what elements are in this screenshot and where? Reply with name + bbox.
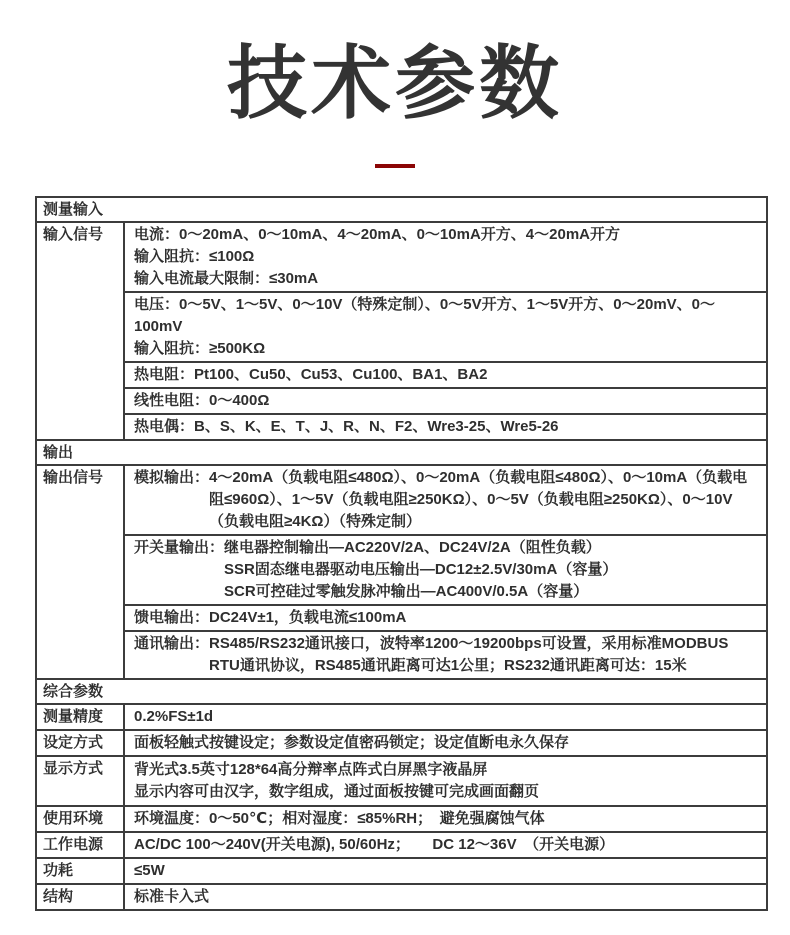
row-output-signal xyxy=(37,464,766,678)
spec-label: 模拟输出： xyxy=(134,469,210,486)
row-display-method xyxy=(37,755,766,805)
subrow-rtd xyxy=(125,361,766,387)
spec-line: SCR可控硅过零触发脉冲输出—AC400V/0.5A（容量） xyxy=(224,583,589,600)
spec-line: 继电器控制输出—AC220V/2A、DC24V/2A（阻性负载） xyxy=(224,539,601,556)
section-row-general xyxy=(37,678,766,703)
row-power-supply xyxy=(37,831,766,857)
row-structure xyxy=(37,883,766,909)
spec-line: SSR固态继电器驱动电压输出—DC12±2.5V/30mA（容量） xyxy=(224,561,618,578)
spec-line: 输入阻抗：≤100Ω xyxy=(134,248,255,265)
subrow-thermocouple xyxy=(125,413,766,439)
spec-line: 线性电阻：0～400Ω xyxy=(134,392,270,409)
spec-line: 热电阻：Pt100、Cu50、Cu53、Cu100、BA1、BA2 xyxy=(134,366,488,383)
row-label-input-signal: 输入信号 xyxy=(37,223,125,439)
input-signal-content xyxy=(125,223,766,439)
spec-label: 通讯输出： xyxy=(134,635,210,652)
spec-line: 馈电输出：DC24V±1，负载电流≤100mA xyxy=(134,609,407,626)
hang-comm xyxy=(134,633,760,677)
spec-table xyxy=(35,196,768,911)
row-label-output-signal: 输出信号 xyxy=(37,466,125,678)
section-header-measure-input: 测量输入 xyxy=(43,201,104,218)
spec-line: 输入阻抗：≥500KΩ xyxy=(134,340,266,357)
spec-line: 热电偶：B、S、K、E、T、J、R、N、F2、Wre3-25、Wre5-26 xyxy=(134,418,559,435)
row-label-power-supply: 工作电源 xyxy=(37,833,125,857)
subrow-current xyxy=(125,223,766,291)
row-label-environment: 使用环境 xyxy=(37,807,125,831)
spec-line: 输入电流最大限制：≤30mA xyxy=(134,270,319,287)
output-signal-content xyxy=(125,466,766,678)
spec-line: 电流：0～20mA、0～10mA、4～20mA、0～10mA开方、4～20mA开方 xyxy=(134,226,620,243)
row-value-structure: 标准卡入式 xyxy=(134,888,210,905)
row-label-structure: 结构 xyxy=(37,885,125,909)
row-power-consumption xyxy=(37,857,766,883)
spec-label: 开关量输出： xyxy=(134,539,225,556)
subrow-switch-output xyxy=(125,534,766,604)
spec-line: 显示内容可由汉字，数字组成，通过面板按键可完成画面翻页 xyxy=(134,783,540,800)
row-value-accuracy: 0.2%FS±1d xyxy=(134,708,214,725)
section-row-output xyxy=(37,439,766,464)
spec-line: 背光式3.5英寸128*64高分辩率点阵式白屏黑字液晶屏 xyxy=(134,761,488,778)
row-label-display-method: 显示方式 xyxy=(37,757,125,805)
subrow-voltage xyxy=(125,291,766,361)
row-input-signal xyxy=(37,221,766,439)
spec-text: RS485/RS232通讯接口，波特率1200～19200bps可设置，采用标准MODBUS RTU通讯协议，RS485通讯距离可达1公里；RS232通讯距离可达：15米 xyxy=(209,635,729,674)
subrow-feed-output xyxy=(125,604,766,630)
row-setting-method xyxy=(37,729,766,755)
subrow-analog-output xyxy=(125,466,766,534)
subrow-linear-resistance xyxy=(125,387,766,413)
section-header-output: 输出 xyxy=(43,444,74,461)
section-row-measure-input xyxy=(37,198,766,221)
spec-line: 电压：0～5V、1～5V、0～10V（特殊定制）、0～5V开方、1～5V开方、0～20mV、0～100mV xyxy=(134,296,716,335)
page-title: 技术参数 xyxy=(227,39,563,128)
row-value-setting-method: 面板轻触式按键设定；参数设定值密码锁定；设定值断电永久保存 xyxy=(134,734,570,751)
hang-analog xyxy=(134,467,760,533)
row-label-setting-method: 设定方式 xyxy=(37,731,125,755)
row-label-power-consumption: 功耗 xyxy=(37,859,125,883)
row-environment xyxy=(37,805,766,831)
row-value-power-consumption: ≤5W xyxy=(134,862,165,879)
row-value-display-method xyxy=(125,757,766,805)
spec-text: 4～20mA（负载电阻≤480Ω）、0～20mA（负载电阻≤480Ω）、0～10mA（负载电阻≤960Ω）、1～5V（负载电阻≥250KΩ）、0～5V（负载电阻≥250KΩ）、0～10V（负载电阻≥4KΩ）（特殊定制） xyxy=(209,469,748,530)
section-header-general: 综合参数 xyxy=(43,683,104,700)
hang-switch xyxy=(134,537,760,603)
row-value-environment: 环境温度：0～50℃；相对湿度：≤85%RH； 避免强腐蚀气体 xyxy=(134,810,545,827)
row-value-power-supply: AC/DC 100～240V(开关电源), 50/60Hz； DC 12～36V （开关电源） xyxy=(134,836,615,853)
subrow-comm-output xyxy=(125,630,766,678)
row-label-accuracy: 测量精度 xyxy=(37,705,125,729)
row-accuracy xyxy=(37,703,766,729)
switch-output-lines xyxy=(224,537,760,603)
page xyxy=(0,39,790,911)
title-underline xyxy=(375,164,415,168)
